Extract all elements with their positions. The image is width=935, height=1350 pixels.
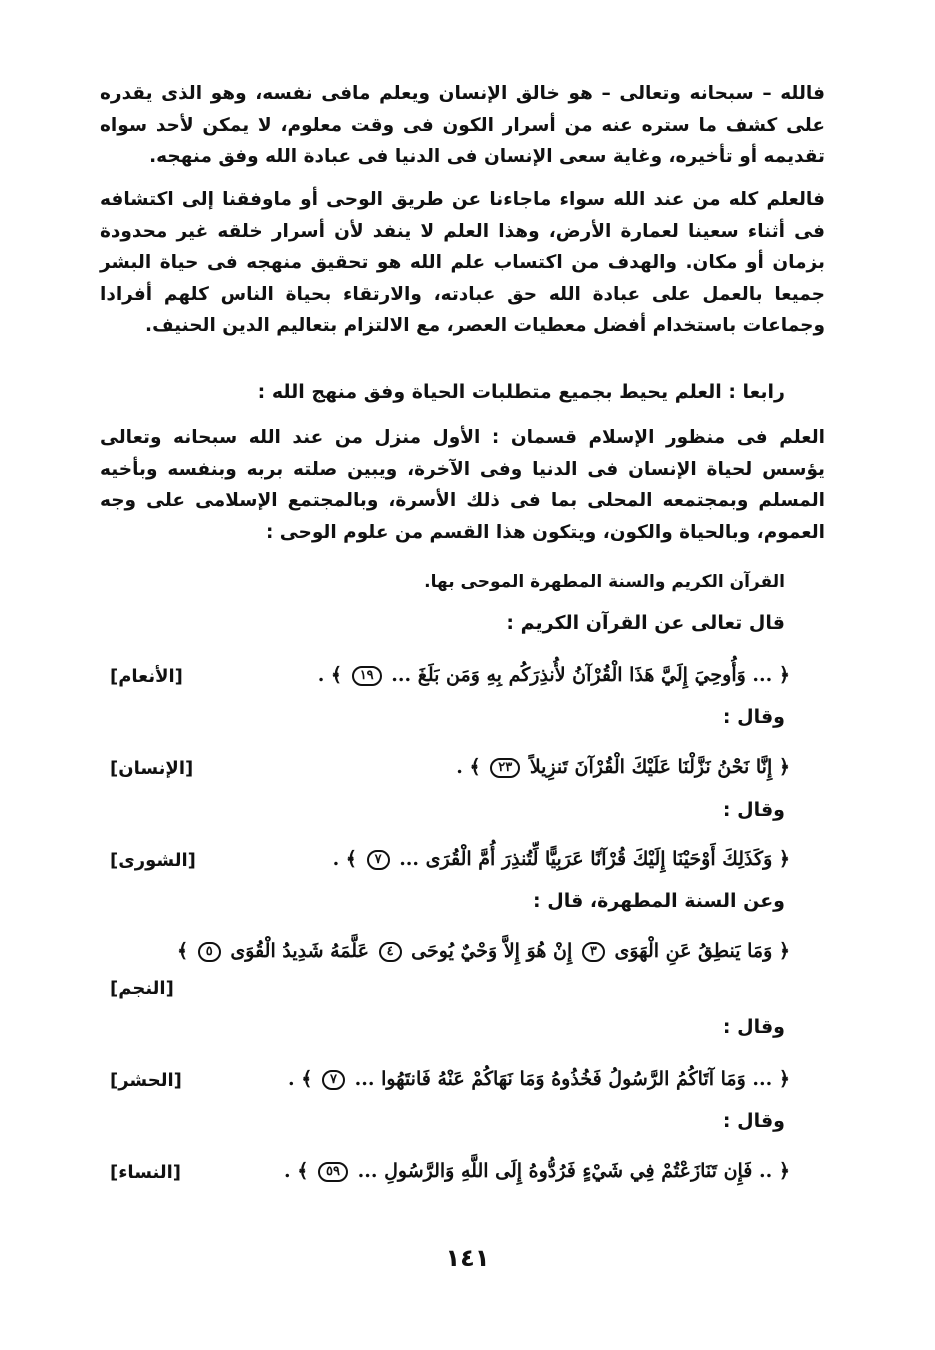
verse-4-text-c: عَلَّمَهُ شَدِيدُ الْقُوَى xyxy=(230,940,369,962)
verse-2-number: ٢٣ xyxy=(490,758,520,778)
verse-2-text: ﴿ إِنَّا نَحْنُ نَزَّلْنَا عَلَيْكَ الْقُرْآنَ تَنزِيلاً xyxy=(529,756,790,778)
subheading: القرآن الكريم والسنة المطهرة الموحى بها. xyxy=(424,572,785,592)
intro-quran: قال تعالى عن القرآن الكريم : xyxy=(506,612,785,634)
verse-4-close: ﴾ xyxy=(177,940,189,962)
verse-3-number: ٧ xyxy=(367,850,390,870)
verse-3 xyxy=(333,848,790,870)
verse-4 xyxy=(177,940,790,962)
page-number: ١٤١ xyxy=(445,1244,490,1272)
verse-5-close: ﴾ . xyxy=(288,1068,313,1090)
verse-3-close: ﴾ . xyxy=(332,848,357,870)
verse-5-source: [الحشر] xyxy=(110,1070,182,1091)
verse-2-close: ﴾ . xyxy=(456,756,481,778)
verse-3-text: ﴿ وَكَذَلِكَ أَوْحَيْنَا إِلَيْكَ قُرْآنًا عَرَبِيًّا لِّتُنذِرَ أُمَّ الْقُرَى ... xyxy=(399,848,790,870)
verse-1 xyxy=(318,664,790,686)
verse-1-source: [الأنعام] xyxy=(110,666,183,687)
said-1: وقال : xyxy=(722,706,785,728)
verse-4-number-b: ٤ xyxy=(379,942,402,962)
verse-3-source: [الشورى] xyxy=(110,850,196,871)
said-3: وقال : xyxy=(722,1016,785,1038)
intro-sunnah: وعن السنة المطهرة، قال : xyxy=(533,890,785,912)
verse-2 xyxy=(456,756,790,778)
verse-6-number: ٥٩ xyxy=(318,1162,348,1182)
verse-4-number-c: ٥ xyxy=(198,942,221,962)
verse-1-number: ١٩ xyxy=(352,666,382,686)
paragraph-2: فالعلم كله من عند الله سواء ماجاءنا عن طريق الوحى أو ماوفقنا إلى اكتشافه فى أثناء سعينا لعمارة الأرض، وهذا العلم لا ينفد لأن أسرار خلقه غير محدودة بزمان أو مكان. والهدف من اكتساب علم الله هو تحقيق منهجه فى حياة البشر جميعا بالعمل على عبادة الله حق عبادته، والارتقاء بحياة الناس كلهم أفرادا وجماعات باستخدام أفضل معطيات العصر، مع الالتزام بتعاليم الدين الحنيف. xyxy=(100,189,825,336)
verse-5-number: ٧ xyxy=(322,1070,345,1090)
verse-6-close: ﴾ . xyxy=(284,1160,309,1182)
verse-6-text: ﴿ .. فَإِن تَنَازَعْتُمْ فِي شَيْءٍ فَرُدُّوهُ إِلَى اللَّهِ وَالرَّسُولِ ... xyxy=(357,1160,790,1182)
verse-4-source: [النجم] xyxy=(110,978,174,999)
verse-4-text-b: إِنْ هُوَ إِلاَّ وَحْيٌ يُوحَى xyxy=(411,940,573,962)
verse-5-text: ﴿ ... وَمَا آتَاكُمُ الرَّسُولُ فَخُذُوهُ وَمَا نَهَاكُمْ عَنْهُ فَانتَهُوا ... xyxy=(354,1068,790,1090)
verse-5 xyxy=(288,1068,790,1090)
verse-1-close: ﴾ . xyxy=(317,664,343,686)
section-heading: رابعا : العلم يحيط بجميع متطلبات الحياة وفق منهج الله : xyxy=(257,381,785,403)
said-4: وقال : xyxy=(722,1110,785,1132)
verse-2-source: [الإنسان] xyxy=(110,758,194,779)
said-2: وقال : xyxy=(722,799,785,821)
verse-6-source: [النساء] xyxy=(110,1162,182,1183)
verse-4-text-a: ﴿ وَمَا يَنطِقُ عَنِ الْهَوَى xyxy=(614,940,790,962)
verse-6 xyxy=(284,1160,790,1182)
verse-1-text: ﴿ ... وَأُوحِيَ إِلَيَّ هَذَا الْقُرْآنُ لأُنذِرَكُم بِهِ وَمَن بَلَغَ ... xyxy=(391,664,790,686)
verse-4-number-a: ٣ xyxy=(582,942,605,962)
paragraph-1: فالله – سبحانه وتعالى – هو خالق الإنسان ويعلم مافى نفسه، وهو الذى يقدره على كشف ما ستره عنه من أسرار الكون فى وقت معلوم، لا يمكن لأحد سواه تقديمه أو تأخيره، وغاية سعى الإنسان فى الدنيا فى عبادة الله وفق منهجه. xyxy=(100,83,825,167)
paragraph-3: العلم فى منظور الإسلام قسمان : الأول منزل من عند الله سبحانه وتعالى يؤسس لحياة الإنسان فى الدنيا وفى الآخرة، ويبين صلته بربه وبنفسه وبأخيه المسلم وبمجتمعه المحلى بما فى ذلك الأسرة، وبالمجتمع الإسلامى على وجه العموم، وبالحياة والكون، ويتكون هذا القسم من علوم الوحى : xyxy=(100,427,825,543)
